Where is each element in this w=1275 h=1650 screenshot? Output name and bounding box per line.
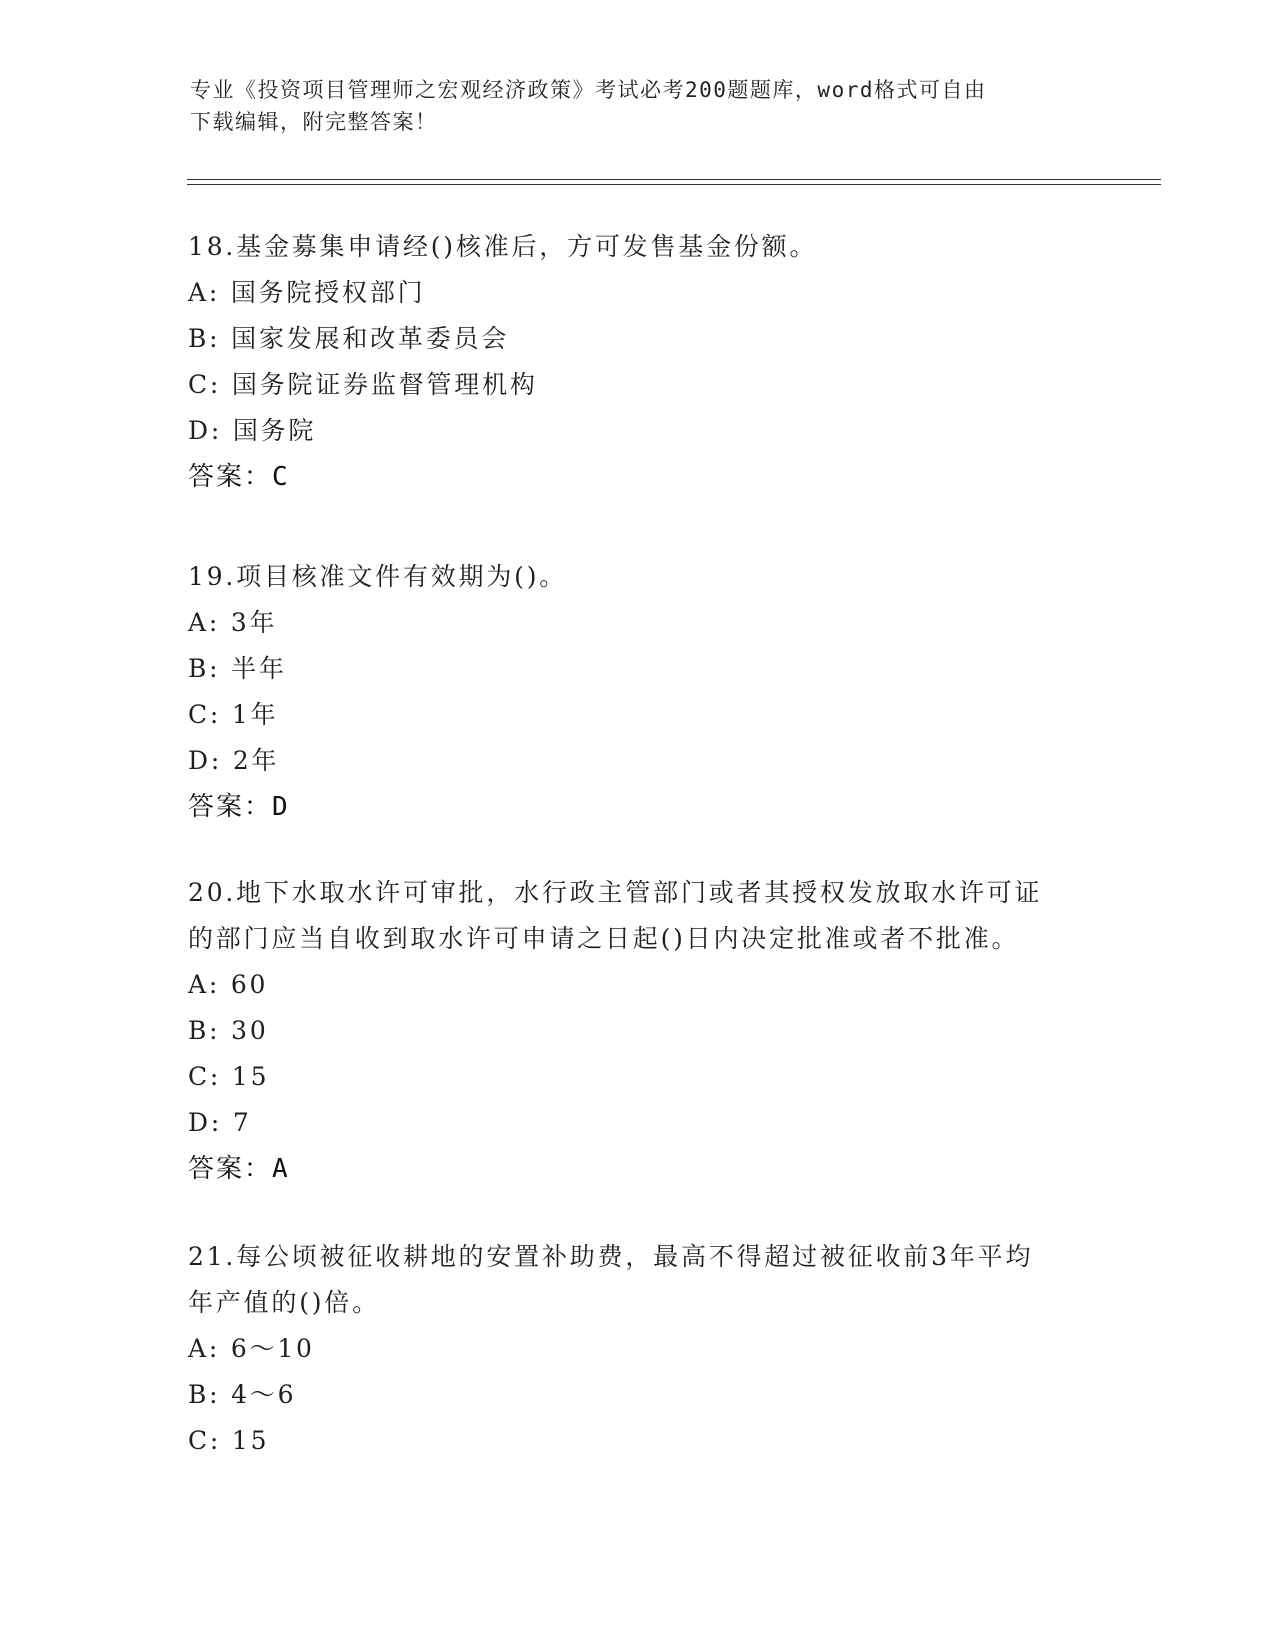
header-line-1: 专业《投资项目管理师之宏观经济政策》考试必考200题题库，word格式可自由 <box>190 78 987 102</box>
question-stem <box>188 554 1088 600</box>
option-b: B: 30 <box>188 1016 269 1045</box>
answer-value: D <box>272 792 290 822</box>
question-21 <box>188 1234 1088 1464</box>
question-18 <box>188 224 1088 500</box>
option-d: D: 国务院 <box>188 416 317 445</box>
question-stem-line: 20.地下水取水许可审批，水行政主管部门或者其授权发放取水许可证 <box>188 878 1043 907</box>
question-stem <box>188 224 1088 270</box>
header-divider-top <box>187 179 1161 180</box>
question-stem-line: 18.基金募集申请经()核准后，方可发售基金份额。 <box>188 232 818 261</box>
question-stem-line: 21.每公顷被征收耕地的安置补助费，最高不得超过被征收前3年平均 <box>188 1242 1034 1271</box>
answer-value: A <box>272 1154 290 1184</box>
option-c: C: 1年 <box>188 700 279 729</box>
option-c: C: 国务院证券监督管理机构 <box>188 370 538 399</box>
question-stem-line: 19.项目核准文件有效期为()。 <box>188 562 568 591</box>
header-line-2: 下载编辑，附完整答案！ <box>190 110 438 134</box>
answer-label: 答案： <box>188 792 273 822</box>
option-a: A: 国务院授权部门 <box>188 278 426 307</box>
question-20 <box>188 870 1088 1192</box>
answer-label: 答案： <box>188 1154 273 1184</box>
question-stem-line: 年产值的()倍。 <box>188 1288 380 1317</box>
answer <box>188 1146 1088 1192</box>
option-a: A: 3年 <box>188 608 278 637</box>
answer <box>188 784 1088 830</box>
option-b: B: 国家发展和改革委员会 <box>188 324 510 353</box>
option-a: A: 6～10 <box>188 1334 315 1363</box>
question-stem <box>188 870 1088 962</box>
answer-value: C <box>272 462 290 492</box>
answer <box>188 454 1088 500</box>
option-d: D: 7 <box>188 1108 252 1137</box>
option-b: B: 半年 <box>188 654 287 683</box>
question-19 <box>188 554 1088 830</box>
option-d: D: 2年 <box>188 746 280 775</box>
option-c: C: 15 <box>188 1426 270 1455</box>
question-stem <box>188 1234 1088 1326</box>
option-b: B: 4～6 <box>188 1380 297 1409</box>
option-c: C: 15 <box>188 1062 270 1091</box>
answer-label: 答案： <box>188 462 273 492</box>
question-stem-line: 的部门应当自收到取水许可申请之日起()日内决定批准或者不批准。 <box>188 924 1020 953</box>
document-header <box>190 74 1090 138</box>
header-divider-bottom <box>187 184 1161 185</box>
option-a: A: 60 <box>188 970 269 999</box>
